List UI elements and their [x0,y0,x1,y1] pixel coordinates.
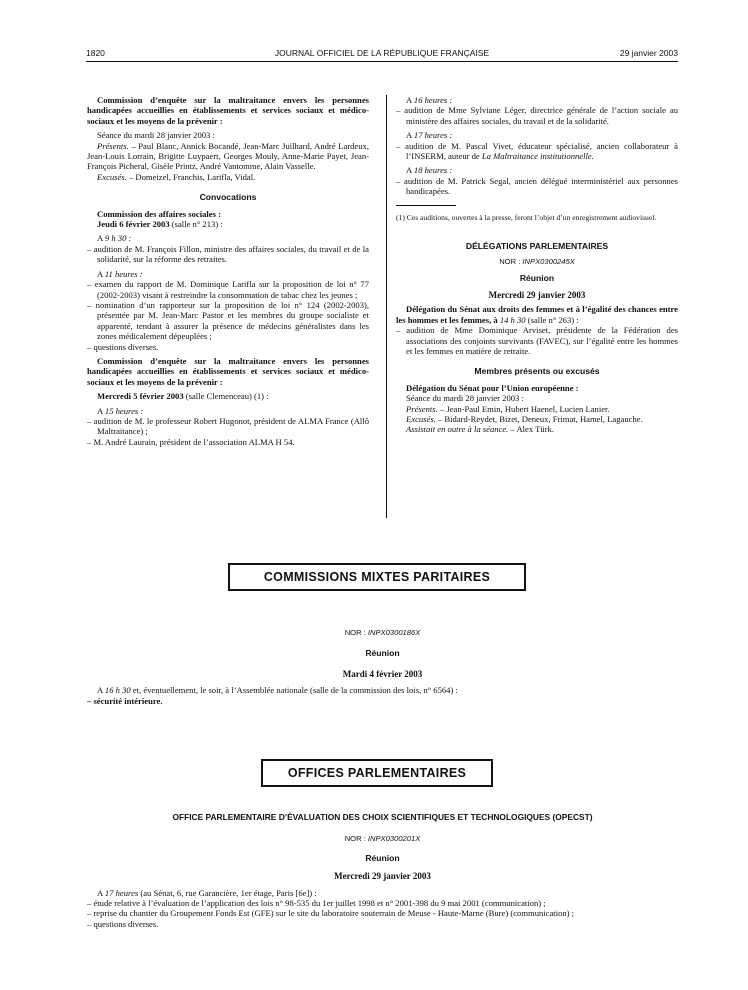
footnote-rule [396,205,456,206]
delegation-time: 14 h 30 [499,314,526,325]
cmp-line-1 [87,685,678,695]
agenda-item: – reprise du chantier du Groupement Fonds Est (GFE) sur le site du laboratoire souterrain de Meuse - Haute-Marne (Bure) (communication) ; [87,908,575,919]
offices-location: (au Sénat, 6, rue Garancière, 1er étage, Paris [6e]) : [138,887,317,898]
reunion-heading: Réunion [519,273,555,284]
commission-affaires-sociales: Commission des affaires sociales : [97,208,221,219]
cmp-section-box [228,563,526,591]
book-title: La Maltraitance institutionnelle. [481,151,594,162]
time-9h30 [87,233,369,243]
page-header [86,48,678,62]
seance-line: Séance du mardi 28 janvier 2003 : [406,393,524,404]
column-divider [386,95,387,518]
excuses-names: – Bidard-Reydet, Bizet, Deneux, Frimat, Hamel, Lagauche. [435,413,643,424]
page-number: 1820 [86,48,105,58]
agenda-item: – audition de Mme Sylviane Léger, directrice générale de l’action sociale au ministère des affaires sociales, du travail et de la solidarité. [396,105,678,126]
excuses-names: – Domeizel, Franchis, Larifla, Vidal. [126,171,256,182]
excuses-label: Excusés. [406,413,436,424]
reunion-date: Mardi 4 février 2003 [342,668,423,679]
reunion-date: Mercredi 29 janvier 2003 [488,289,586,300]
nor-line [87,628,678,638]
offices-section [87,812,678,929]
reunion-heading: Réunion [365,852,400,863]
time-label: 18 heures : [413,165,453,176]
mercredi-room: (salle Clemenceau) (1) : [183,391,269,402]
delegation-union-europeenne: Délégation du Sénat pour l’Union européenne : [406,382,579,393]
agenda-item: – audition de M. le professeur Robert Hugonot, président de ALMA France (Allô Maltraitance) ; [87,415,369,437]
mercredi-line [87,391,369,401]
presents-label: Présents. [97,140,129,151]
jeudi-date: Jeudi 6 février 2003 [97,219,170,230]
membres-heading: Membres présents ou excusés [474,366,600,377]
agenda-item: – nomination d’un rapporteur sur la proposition de loi n° 124 (2002-2003), présentée par M. Jean-Marc Pastor et les membres du groupe socialiste et apparenté, tendant à assurer la présence de médecins généralistes dans les zones médicalement dépeuplées ; [87,299,369,342]
time-prefix: A [97,405,105,416]
nor-label: NOR : [344,834,368,844]
office-title: OFFICE PARLEMENTAIRE D’ÉVALUATION DES CHOIX SCIENTIFIQUES ET TECHNOLOGIQUES (OPECST) [172,812,593,822]
time-prefix: A [406,95,414,105]
assistait-name: – Alex Türk. [508,424,554,435]
nor-code: INPX0300245X [522,257,575,267]
mercredi-date: Mercredi 5 février 2003 [97,391,184,402]
delegations-heading: DÉLÉGATIONS PARLEMENTAIRES [465,240,609,251]
cmp-line-2: – sécurité intérieure. [87,695,163,706]
agenda-item: – M. André Laurain, président de l’association ALMA H 54. [87,436,295,447]
offices-section-title: OFFICES PARLEMENTAIRES [287,766,467,780]
time-prefix: A [97,268,105,279]
convocations-heading: Convocations [199,192,257,203]
nor-label: NOR : [344,628,368,637]
issue-date: 29 janvier 2003 [619,48,678,58]
time-label: 9 h 30 : [104,233,132,244]
time-label: 11 heures : [104,268,143,279]
time-label: 16 heures : [413,95,453,105]
left-column [87,95,369,447]
offices-section-box [261,759,493,787]
nor-line [87,834,678,844]
time-prefix: A [97,887,105,898]
assistait-line [396,424,678,434]
time-prefix: A [406,165,414,176]
right-column [396,95,678,435]
seance-line: Séance du mardi 28 janvier 2003 : [97,130,215,141]
jeudi-room: (salle n° 213) : [169,219,223,230]
reunion-date: Mercredi 29 janvier 2003 [334,871,431,882]
delegation-droits-femmes [396,304,678,325]
assistait-label: Assistait en outre à la séance. [406,424,509,435]
presents-line [396,404,678,414]
time-prefix: A [406,130,414,141]
excuses-label: Excusés. [97,171,127,182]
cmp-location: et, éventuellement, le soir, à l’Assemblée nationale (salle de la commission des lois, n° 6564) : [130,685,458,696]
excuses-line [396,414,678,424]
time-label: 16 h 30 [104,685,131,696]
cmp-section-title: COMMISSIONS MIXTES PARITAIRES [263,570,491,584]
cmp-section [87,622,678,706]
header-rule [86,61,678,62]
jeudi-line [87,219,369,229]
presents-label: Présents. [406,403,438,414]
time-label: 17 heures : [413,130,453,141]
time-11h [87,269,369,279]
agenda-item: – audition de M. François Fillon, ministre des affaires sociales, du travail et de la solidarité, sur la réforme des retraites. [87,243,369,265]
time-label: 15 heures : [104,405,144,416]
reunion-heading: Réunion [365,648,400,659]
delegation-name: Délégation du Sénat aux droits des femmes et à l’égalité des chances entre les hommes et les femmes, à [396,304,678,325]
time-15h [87,406,369,416]
time-17h [396,130,678,140]
agenda-item: – questions diverses. [87,918,159,929]
time-prefix: A [97,685,105,696]
commission-title-2: Commission d’enquête sur la maltraitance envers les personnes handicapées accueillies en établissements et services sociaux et médico-sociaux et les moyens de la prévenir : [87,355,369,387]
presents-line [87,141,369,172]
nor-code: INPX0300201X [367,834,421,844]
agenda-item [396,141,678,162]
agenda-item: – questions diverses. [87,341,159,352]
time-prefix: A [97,233,105,244]
nor-code: INPX0300186X [367,628,421,637]
agenda-item: – audition de Mme Dominique Arviset, présidente de la Fédération des associations des conjoints survivants (FAVEC), sur l’égalité entre les hommes et les femmes en matière de retraite. [396,325,678,356]
nor-line [396,257,678,267]
agenda-item: – audition de M. Patrick Segal, ancien délégué interministériel aux personnes handicapées. [396,175,678,197]
nor-label: NOR : [499,257,523,267]
footnote: (1) Ces auditions, ouvertes à la presse, feront l’objet d’un enregistrement audiovisuel. [396,213,657,223]
excuses-line [87,172,369,182]
agenda-item-text: – audition de M. Pascal Vivet, éducateur spécialisé, ancien collaborateur à l’INSERM, auteur de [396,140,678,162]
time-16h [396,95,678,105]
agenda-item: – examen du rapport de M. Dominique Larifla sur la proposition de loi n° 77 (2002-2003) visant à restreindre la consommation de tabac chez les jeunes ; [87,279,369,300]
agenda-item: – étude relative à l’évaluation de l’application des lois n° 98-535 du 1er juillet 1998 et n° 2001-398 du 9 mai 2001 (communication) ; [87,898,546,909]
offices-line-1 [87,888,678,898]
delegation-room: (salle n° 263) : [525,314,579,325]
journal-title: JOURNAL OFFICIEL DE LA RÉPUBLIQUE FRANÇAISE [274,48,490,58]
presents-names: – Jean-Paul Emin, Hubert Haenel, Lucien Lanier. [437,403,610,414]
time-18h [396,165,678,175]
time-label: 17 heures [104,887,139,898]
presents-names: – Paul Blanc, Annick Bocandé, Jean-Marc Juilhard, André Lardeux, Jean-Louis Lorrain, Brigitte Luypaert, Georges Mouly, Anne-Marie Payet, Jean-François Picheral, Gisèle Printz, André Vantomme, Alain Vasselle. [87,140,369,172]
commission-title-1: Commission d’enquête sur la maltraitance envers les personnes handicapées accueillies en établissements et services sociaux et médico-sociaux et les moyens de la prévenir : [87,95,369,126]
